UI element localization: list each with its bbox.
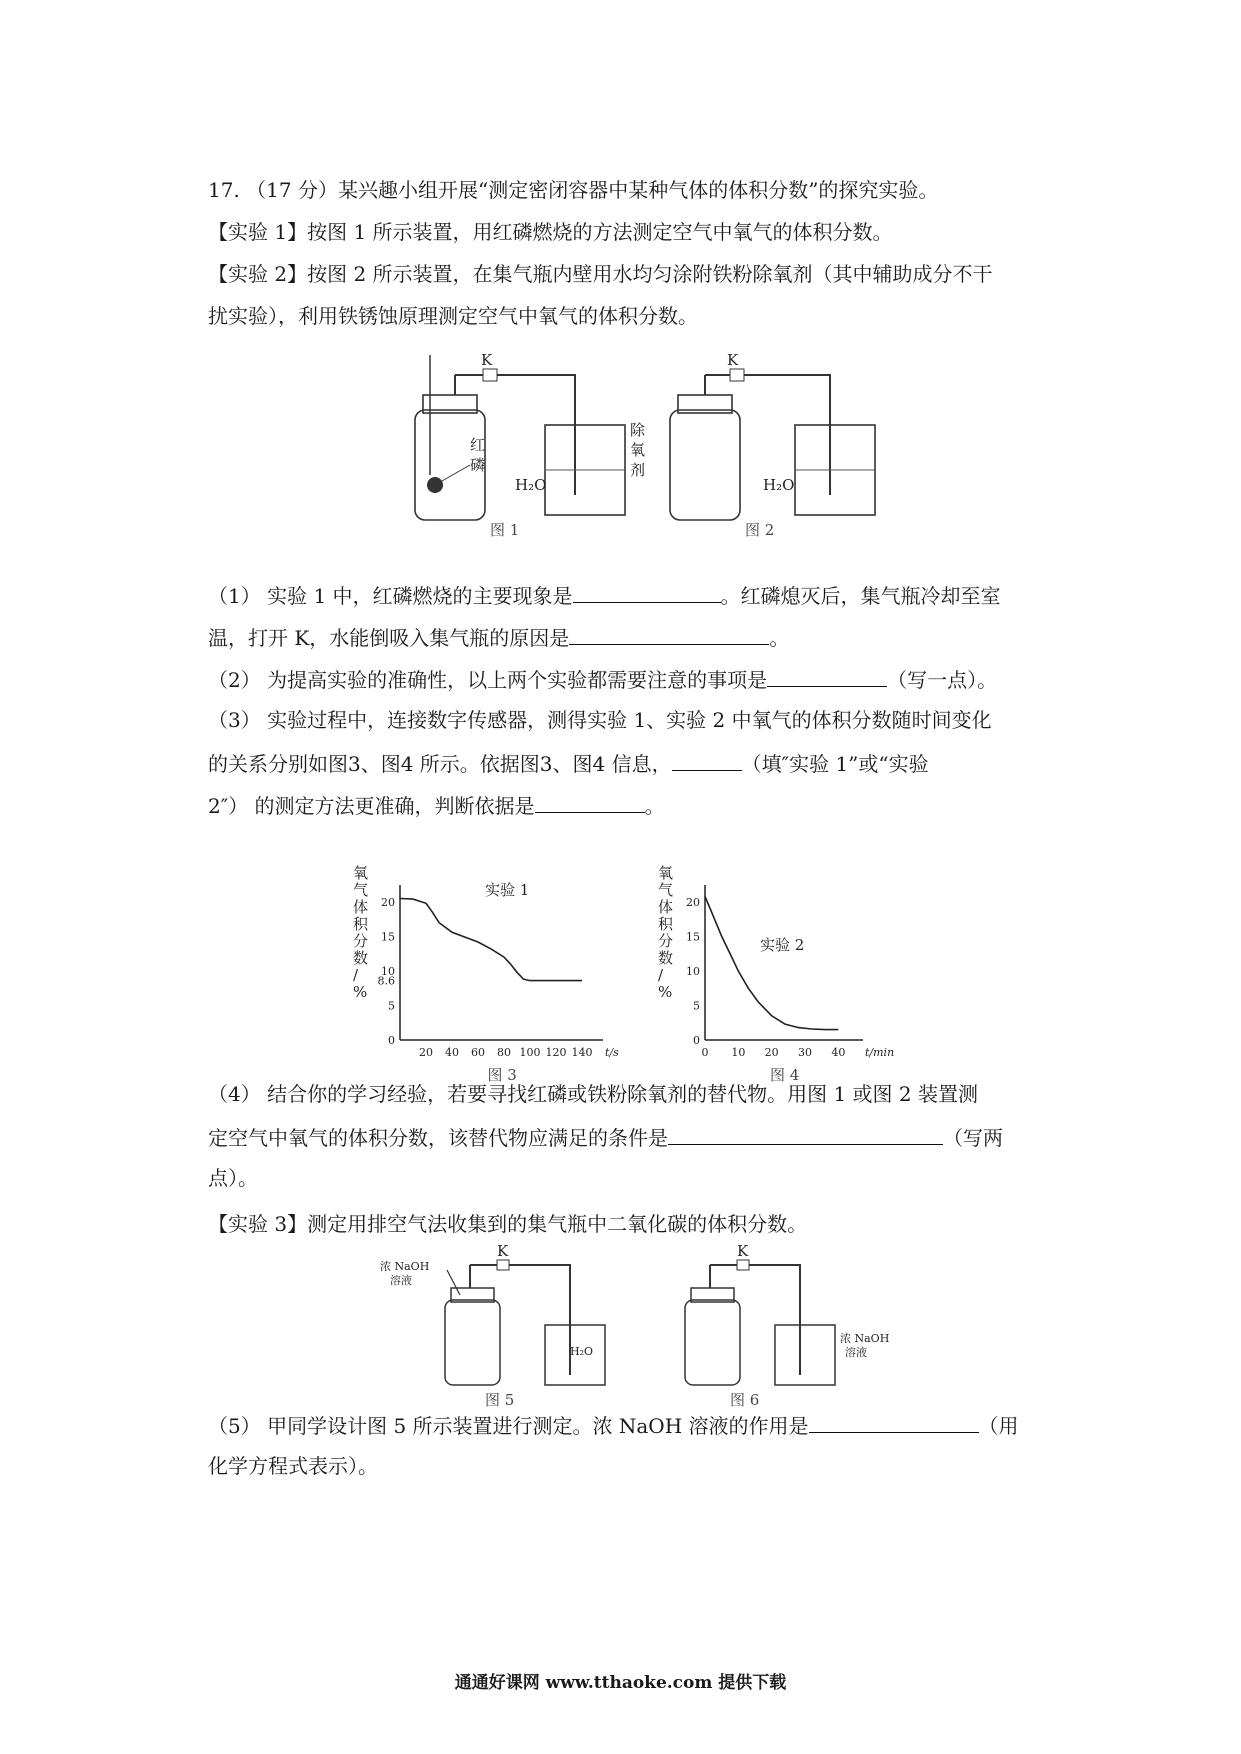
q3-line-1: （3） 实验过程中，连接数字传感器，测得实验 1、实验 2 中氧气的体积分数随时间变化 bbox=[208, 708, 992, 732]
x-tick-label: 10 bbox=[731, 1046, 746, 1059]
svg-text:磷: 磷 bbox=[470, 456, 486, 474]
series-line bbox=[400, 899, 582, 981]
x-tick-label: 20 bbox=[419, 1046, 433, 1059]
y-axis-label-char: 积 bbox=[658, 915, 674, 933]
q1-line-1: （1） 实验 1 中，红磷燃烧的主要现象是 。红磷熄灭后，集气瓶冷却至室 bbox=[208, 580, 1001, 610]
y-axis-label-char: 氧 bbox=[658, 864, 674, 882]
y-tick-label: 0 bbox=[693, 1034, 700, 1047]
svg-text:红: 红 bbox=[470, 436, 486, 454]
y-axis-label-char: 气 bbox=[353, 881, 369, 899]
chart-figure-3 bbox=[345, 850, 625, 1084]
y-tick-label: 15 bbox=[381, 930, 395, 944]
y-tick-label: 5 bbox=[388, 999, 395, 1013]
svg-text:剂: 剂 bbox=[630, 461, 646, 479]
series-line bbox=[705, 896, 838, 1029]
x-tick-label: 0 bbox=[701, 1046, 709, 1059]
y-tick-label: 5 bbox=[693, 999, 700, 1013]
svg-text:H₂O: H₂O bbox=[763, 476, 795, 494]
q4-line-1: （4） 结合你的学习经验，若要寻找红磷或铁粉除氧剂的替代物。用图 1 或图 2 装置测 bbox=[208, 1082, 978, 1106]
x-tick-label: 30 bbox=[798, 1046, 812, 1059]
svg-text:H₂O: H₂O bbox=[515, 476, 547, 494]
answer-blank-7[interactable] bbox=[809, 1410, 979, 1433]
x-tick-label: 20 bbox=[764, 1046, 779, 1059]
y-tick-label: 10 bbox=[686, 964, 700, 978]
figure-1 bbox=[395, 351, 595, 539]
x-tick-label: 120 bbox=[545, 1046, 567, 1059]
footer-watermark: 通通好课网 www.tthaoke.com 提供下载 bbox=[454, 1673, 787, 1693]
y-tick-label: 10 bbox=[381, 964, 395, 978]
y-axis-label-char: 数 bbox=[658, 949, 674, 967]
svg-text:溶液: 溶液 bbox=[845, 1346, 867, 1359]
y-axis-label-char: 气 bbox=[658, 881, 674, 899]
experiment-3-text: 【实验 3】测定用排空气法收集到的集气瓶中二氧化碳的体积分数。 bbox=[208, 1212, 808, 1236]
x-tick-label: 80 bbox=[497, 1046, 511, 1059]
answer-blank-5[interactable] bbox=[535, 790, 645, 813]
svg-text:图 2: 图 2 bbox=[745, 521, 775, 539]
figure-6 bbox=[680, 1242, 900, 1409]
svg-text:浓 NaOH: 浓 NaOH bbox=[840, 1332, 890, 1345]
y-axis-label-char: 氧 bbox=[353, 864, 369, 882]
svg-text:图 6: 图 6 bbox=[730, 1391, 760, 1409]
figure-caption: 图 4 bbox=[770, 1066, 800, 1084]
q2-line: （2） 为提高实验的准确性，以上两个实验都需要注意的事项是 （写一点）。 bbox=[208, 664, 997, 694]
svg-text:图 1: 图 1 bbox=[490, 521, 520, 539]
series-label: 实验 1 bbox=[485, 881, 530, 899]
answer-blank-3[interactable] bbox=[767, 664, 887, 687]
svg-text:图 5: 图 5 bbox=[485, 1391, 515, 1409]
answer-blank-4[interactable] bbox=[672, 748, 742, 771]
x-tick-label: 40 bbox=[445, 1046, 459, 1059]
x-tick-label: 40 bbox=[831, 1046, 846, 1059]
q1-line-2: 温，打开 K，水能倒吸入集气瓶的原因是 。 bbox=[208, 622, 789, 652]
svg-text:溶液: 溶液 bbox=[390, 1274, 412, 1287]
y-axis-label-char: 分 bbox=[658, 932, 674, 950]
y-axis-label-char: / bbox=[353, 966, 359, 984]
experiment-1-text: 【实验 1】按图 1 所示装置，用红磷燃烧的方法测定空气中氧气的体积分数。 bbox=[208, 220, 893, 244]
series-label: 实验 2 bbox=[760, 936, 805, 954]
y-axis-label-char: 体 bbox=[353, 898, 369, 916]
answer-blank-1[interactable] bbox=[573, 580, 721, 603]
svg-text:浓 NaOH: 浓 NaOH bbox=[380, 1260, 430, 1273]
svg-text:K: K bbox=[737, 1242, 749, 1260]
y-tick-label: 20 bbox=[381, 895, 395, 909]
svg-text:K: K bbox=[497, 1242, 509, 1260]
x-axis-label: t/s bbox=[605, 1046, 619, 1059]
y-axis-label-char: 数 bbox=[353, 949, 369, 967]
q5-line-2: 化学方程式表示）。 bbox=[208, 1454, 378, 1478]
q5-line-1: （5） 甲同学设计图 5 所示装置进行测定。浓 NaOH 溶液的作用是 （用 bbox=[208, 1410, 1019, 1440]
answer-blank-6[interactable] bbox=[668, 1122, 943, 1145]
svg-text:H₂O: H₂O bbox=[570, 1345, 594, 1358]
svg-text:除: 除 bbox=[630, 421, 646, 439]
experiment-2-text: 【实验 2】按图 2 所示装置，在集气瓶内壁用水均匀涂附铁粉除氧剂（其中辅助成分不干 bbox=[208, 262, 993, 286]
y-axis-label-char: % bbox=[658, 983, 673, 1001]
y-axis-label-char: 分 bbox=[353, 932, 369, 950]
y-axis-label-char: / bbox=[658, 966, 664, 984]
x-axis-label: t/min bbox=[865, 1046, 895, 1059]
y-tick-label: 20 bbox=[686, 895, 700, 909]
figure-2 bbox=[630, 351, 855, 539]
q4-line-2: 定空气中氧气的体积分数，该替代物应满足的条件是 （写两 bbox=[208, 1122, 1003, 1152]
figure-caption: 图 3 bbox=[487, 1066, 517, 1084]
q3-line-3: 2″） 的测定方法更准确，判断依据是 。 bbox=[208, 790, 665, 820]
valve-k-label: K bbox=[481, 351, 493, 369]
svg-text:K: K bbox=[727, 351, 739, 369]
answer-blank-2[interactable] bbox=[569, 622, 769, 645]
x-tick-label: 60 bbox=[471, 1046, 485, 1059]
y-axis-label-char: 体 bbox=[658, 898, 674, 916]
y-tick-label: 0 bbox=[388, 1034, 395, 1047]
q4-line-3: 点）。 bbox=[208, 1166, 258, 1190]
x-tick-label: 100 bbox=[519, 1046, 541, 1059]
figure-5 bbox=[380, 1242, 594, 1409]
question-title: 17. （17 分）某兴趣小组开展“测定密闭容器中某种气体的体积分数”的探究实验。 bbox=[208, 178, 939, 202]
q3-line-2: 的关系分别如图3、图4 所示。依据图3、图4 信息， （填″实验 1”或“实验 bbox=[208, 748, 929, 778]
experiment-2-text-cont: 扰实验），利用铁锈蚀原理测定空气中氧气的体积分数。 bbox=[208, 304, 698, 328]
y-axis-label-char: % bbox=[353, 983, 368, 1001]
x-tick-label: 140 bbox=[571, 1046, 593, 1059]
y-axis-label-char: 积 bbox=[353, 915, 369, 933]
chart-figure-4 bbox=[650, 850, 900, 1084]
y-tick-label: 8.6 bbox=[377, 974, 395, 988]
y-tick-label: 15 bbox=[686, 930, 700, 944]
svg-text:氧: 氧 bbox=[630, 441, 646, 459]
